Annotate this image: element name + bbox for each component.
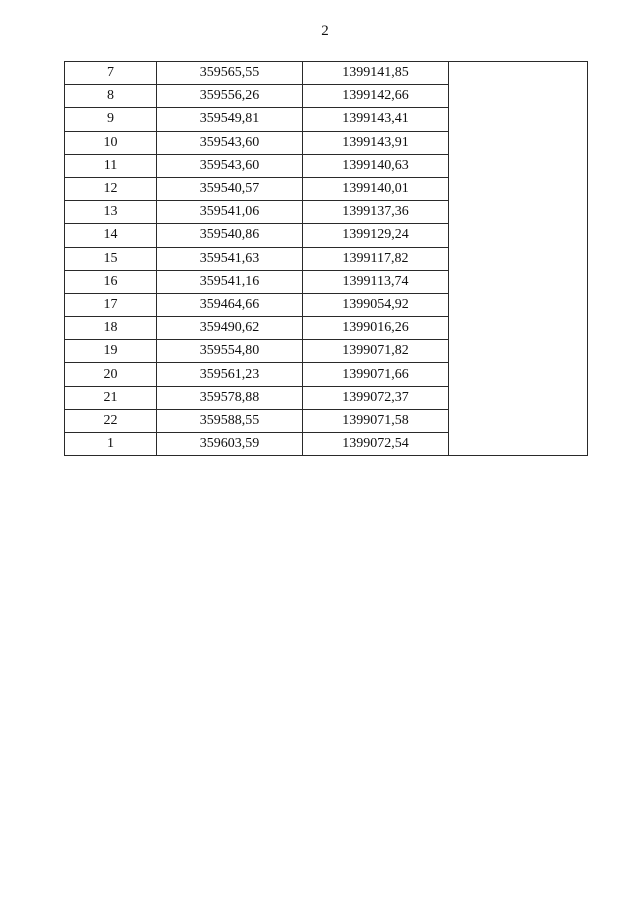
point-number-cell: 1 xyxy=(65,433,157,456)
x-coordinate-cell: 359565,55 xyxy=(157,62,303,85)
x-coordinate-cell: 359578,88 xyxy=(157,386,303,409)
x-coordinate-cell: 359490,62 xyxy=(157,317,303,340)
x-coordinate-cell: 359541,16 xyxy=(157,270,303,293)
point-number-cell: 20 xyxy=(65,363,157,386)
y-coordinate-cell: 1399054,92 xyxy=(303,293,449,316)
coordinates-table-body xyxy=(65,62,588,456)
y-coordinate-cell: 1399140,01 xyxy=(303,177,449,200)
y-coordinate-cell: 1399072,54 xyxy=(303,433,449,456)
point-number-cell: 12 xyxy=(65,177,157,200)
table-row xyxy=(65,62,588,85)
y-coordinate-cell: 1399140,63 xyxy=(303,154,449,177)
y-coordinate-cell: 1399141,85 xyxy=(303,62,449,85)
y-coordinate-cell: 1399016,26 xyxy=(303,317,449,340)
x-coordinate-cell: 359588,55 xyxy=(157,409,303,432)
page-number: 2 xyxy=(321,23,329,39)
point-number-cell: 18 xyxy=(65,317,157,340)
y-coordinate-cell: 1399071,82 xyxy=(303,340,449,363)
point-number-cell: 11 xyxy=(65,154,157,177)
x-coordinate-cell: 359554,80 xyxy=(157,340,303,363)
point-number-cell: 17 xyxy=(65,293,157,316)
x-coordinate-cell: 359540,86 xyxy=(157,224,303,247)
x-coordinate-cell: 359556,26 xyxy=(157,85,303,108)
x-coordinate-cell: 359540,57 xyxy=(157,177,303,200)
point-number-cell: 8 xyxy=(65,85,157,108)
y-coordinate-cell: 1399072,37 xyxy=(303,386,449,409)
notes-cell xyxy=(449,62,588,456)
x-coordinate-cell: 359603,59 xyxy=(157,433,303,456)
y-coordinate-cell: 1399143,91 xyxy=(303,131,449,154)
x-coordinate-cell: 359561,23 xyxy=(157,363,303,386)
y-coordinate-cell: 1399137,36 xyxy=(303,201,449,224)
x-coordinate-cell: 359549,81 xyxy=(157,108,303,131)
y-coordinate-cell: 1399071,58 xyxy=(303,409,449,432)
point-number-cell: 14 xyxy=(65,224,157,247)
point-number-cell: 10 xyxy=(65,131,157,154)
y-coordinate-cell: 1399129,24 xyxy=(303,224,449,247)
x-coordinate-cell: 359464,66 xyxy=(157,293,303,316)
point-number-cell: 21 xyxy=(65,386,157,409)
point-number-cell: 19 xyxy=(65,340,157,363)
y-coordinate-cell: 1399113,74 xyxy=(303,270,449,293)
point-number-cell: 15 xyxy=(65,247,157,270)
y-coordinate-cell: 1399143,41 xyxy=(303,108,449,131)
x-coordinate-cell: 359543,60 xyxy=(157,131,303,154)
point-number-cell: 7 xyxy=(65,62,157,85)
x-coordinate-cell: 359541,06 xyxy=(157,201,303,224)
y-coordinate-cell: 1399142,66 xyxy=(303,85,449,108)
y-coordinate-cell: 1399071,66 xyxy=(303,363,449,386)
y-coordinate-cell: 1399117,82 xyxy=(303,247,449,270)
x-coordinate-cell: 359541,63 xyxy=(157,247,303,270)
point-number-cell: 9 xyxy=(65,108,157,131)
point-number-cell: 16 xyxy=(65,270,157,293)
point-number-cell: 22 xyxy=(65,409,157,432)
x-coordinate-cell: 359543,60 xyxy=(157,154,303,177)
coordinates-table xyxy=(64,61,588,456)
point-number-cell: 13 xyxy=(65,201,157,224)
